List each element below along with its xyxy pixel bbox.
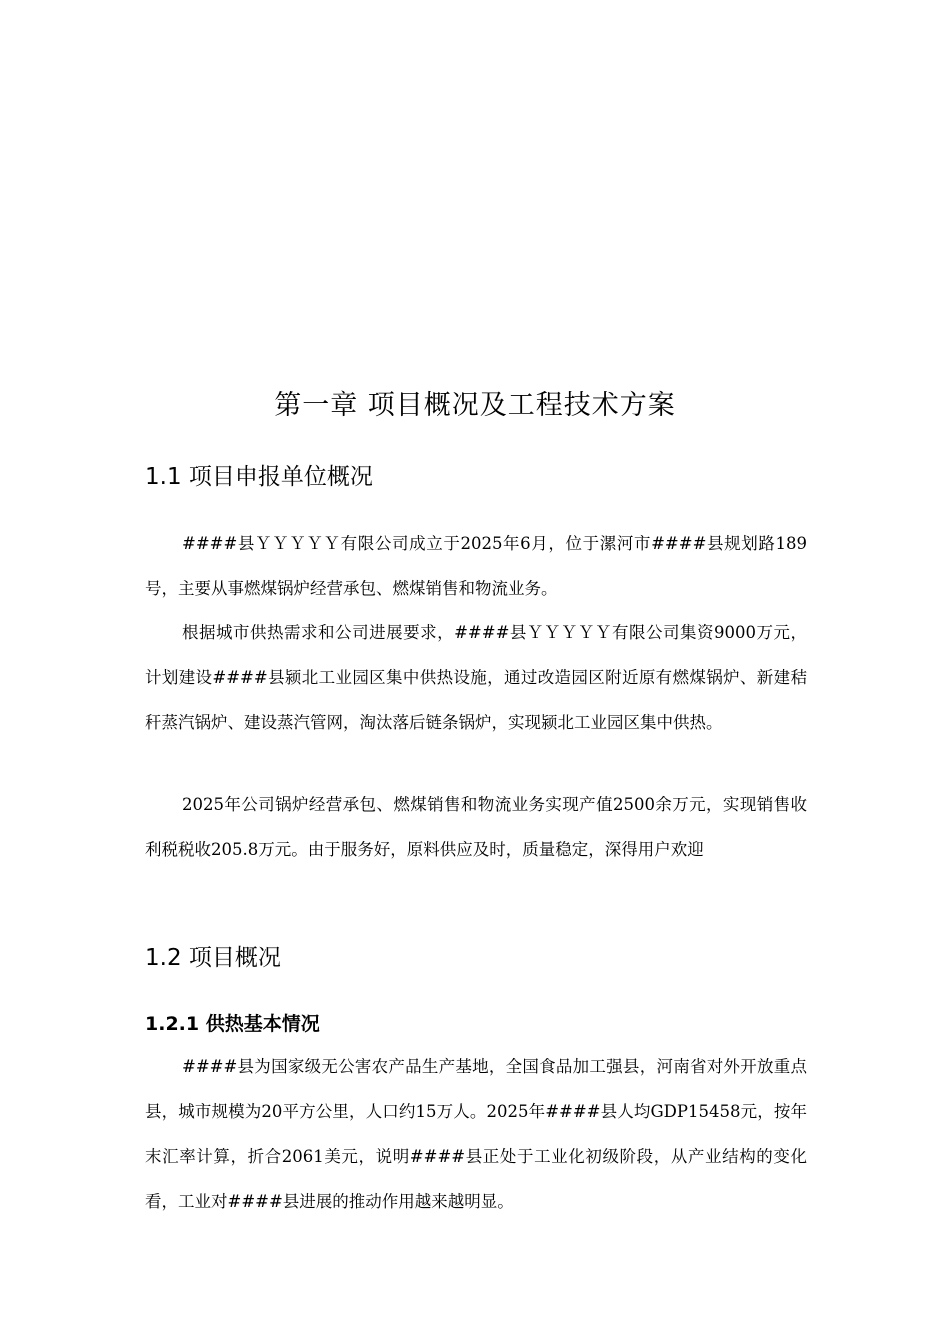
paragraph-company-performance: 2025年公司锅炉经营承包、燃煤销售和物流业务实现产值2500余万元，实现销售收利税税收205.8万元。由于服务好，原料供应及时，质量稳定，深得用户欢迎 — [145, 795, 807, 859]
paragraph-project-plan: 根据城市供热需求和公司进展要求，####县ＹＹＹＹＹ有限公司集资9000万元，计划建设####县颍北工业园区集中供热设施，通过改造园区附近原有燃煤锅炉、新建秸秆蒸汽锅炉、建设蒸汽管网，淘汰落后链条锅炉，实现颍北工业园区集中供热。 — [145, 623, 807, 732]
section-title-1-2: 1.2 项目概况 — [145, 945, 281, 971]
paragraph-company-intro: ####县ＹＹＹＹＹ有限公司成立于2025年6月，位于漯河市####县规划路189号，主要从事燃煤锅炉经营承包、燃煤销售和物流业务。 — [145, 534, 807, 598]
section-title-1-1: 1.1 项目申报单位概况 — [145, 464, 373, 490]
subsection-title-1-2-1: 1.2.1 供热基本情况 — [145, 1013, 320, 1035]
paragraph-heating-overview: ####县为国家级无公害农产品生产基地，全国食品加工强县，河南省对外开放重点县，城市规模为20平方公里，人口约15万人。2025年####县人均GDP15458元，按年末汇率计算，折合2061美元，说明####县正处于工业化初级阶段，从产业结构的变化看，工业对####县进展的推动作用越来越明显。 — [145, 1057, 807, 1211]
chapter-title: 第一章 项目概况及工程技术方案 — [274, 390, 676, 421]
